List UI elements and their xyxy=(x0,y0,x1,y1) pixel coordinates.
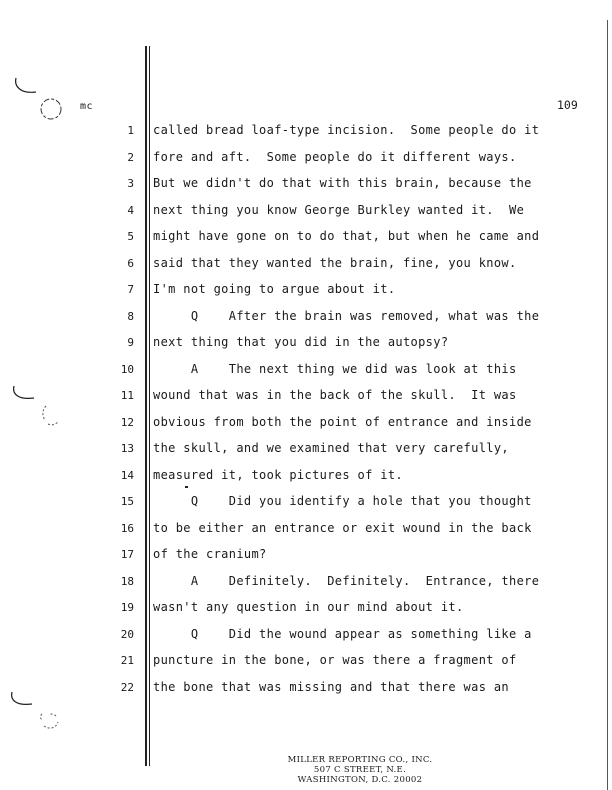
line-number: 1 xyxy=(127,124,134,137)
transcript-line: A The next thing we did was look at this xyxy=(153,361,517,376)
line-number: 6 xyxy=(127,256,134,270)
transcript-line: measured it, took pictures of it. xyxy=(153,467,403,482)
punch-hole-icon xyxy=(34,94,68,124)
transcript-line: wound that was in the back of the skull. It was xyxy=(153,388,517,402)
footer-city: WASHINGTON, D.C. 20002 xyxy=(297,775,423,785)
transcript-line: Q After the brain was removed, what was the xyxy=(153,308,540,323)
reporter-footer xyxy=(240,755,480,785)
transcript-line: Q Did the wound appear as something like a xyxy=(153,626,532,641)
line-number: 12 xyxy=(120,415,134,429)
scan-speck xyxy=(185,486,188,488)
line-number: 11 xyxy=(120,389,134,402)
transcript-line: wasn't any question in our mind about it. xyxy=(153,600,464,614)
punch-hole-icon xyxy=(34,708,64,734)
punch-hole-icon xyxy=(36,402,62,428)
reporter-initials: mc xyxy=(80,101,94,112)
line-number: 7 xyxy=(127,283,134,296)
footer-company: MILLER REPORTING CO., INC. xyxy=(287,755,433,765)
transcript-line: of the cranium? xyxy=(153,547,267,561)
line-number: 17 xyxy=(120,548,134,561)
transcript-line: fore and aft. Some people do it different ways. xyxy=(153,149,517,164)
line-number: 16 xyxy=(120,521,134,535)
line-number: 13 xyxy=(120,442,134,455)
punch-hole-mark-icon xyxy=(8,382,38,408)
line-number: 2 xyxy=(127,150,134,164)
transcript-line: the bone that was missing and that there was an xyxy=(153,679,510,694)
line-number: 20 xyxy=(120,627,134,641)
line-number: 19 xyxy=(120,601,134,614)
page-number: 109 xyxy=(557,98,578,112)
line-number: 3 xyxy=(127,177,134,190)
line-number: 22 xyxy=(120,680,134,694)
line-number: 18 xyxy=(120,574,134,588)
transcript-line: called bread loaf-type incision. Some people do it xyxy=(153,123,540,137)
footer-street: 507 C STREET, N.E. xyxy=(313,765,407,775)
transcript-line: the skull, and we examined that very carefully, xyxy=(153,441,510,455)
line-number: 14 xyxy=(120,468,134,482)
transcript-line: next thing you know George Burkley wanted it. We xyxy=(153,202,525,217)
transcript-line: I'm not going to argue about it. xyxy=(153,282,396,296)
transcript-line: might have gone on to do that, but when he came and xyxy=(153,229,540,243)
line-number: 10 xyxy=(120,362,134,376)
transcript-line: But we didn't do that with this brain, because the xyxy=(153,176,532,190)
line-number: 9 xyxy=(127,336,134,349)
page-edge-line xyxy=(607,20,608,790)
transcript-line: Q Did you identify a hole that you thought xyxy=(153,494,532,508)
transcript-line: A Definitely. Definitely. Entrance, there xyxy=(153,573,540,588)
line-number: 5 xyxy=(127,230,134,243)
margin-rule-inner xyxy=(149,46,150,766)
punch-hole-mark-icon xyxy=(6,690,36,716)
transcript-line: said that they wanted the brain, fine, you know. xyxy=(153,255,517,270)
transcript-line: to be either an entrance or exit wound in the back xyxy=(153,520,532,535)
line-number: 8 xyxy=(127,309,134,323)
transcript-line: puncture in the bone, or was there a fragment of xyxy=(153,653,517,667)
margin-rule xyxy=(145,46,147,766)
line-number: 21 xyxy=(120,654,134,667)
line-number: 4 xyxy=(127,203,134,217)
line-number: 15 xyxy=(120,495,134,508)
transcript-line: obvious from both the point of entrance and inside xyxy=(153,414,532,429)
transcript-line: next thing that you did in the autopsy? xyxy=(153,335,449,349)
